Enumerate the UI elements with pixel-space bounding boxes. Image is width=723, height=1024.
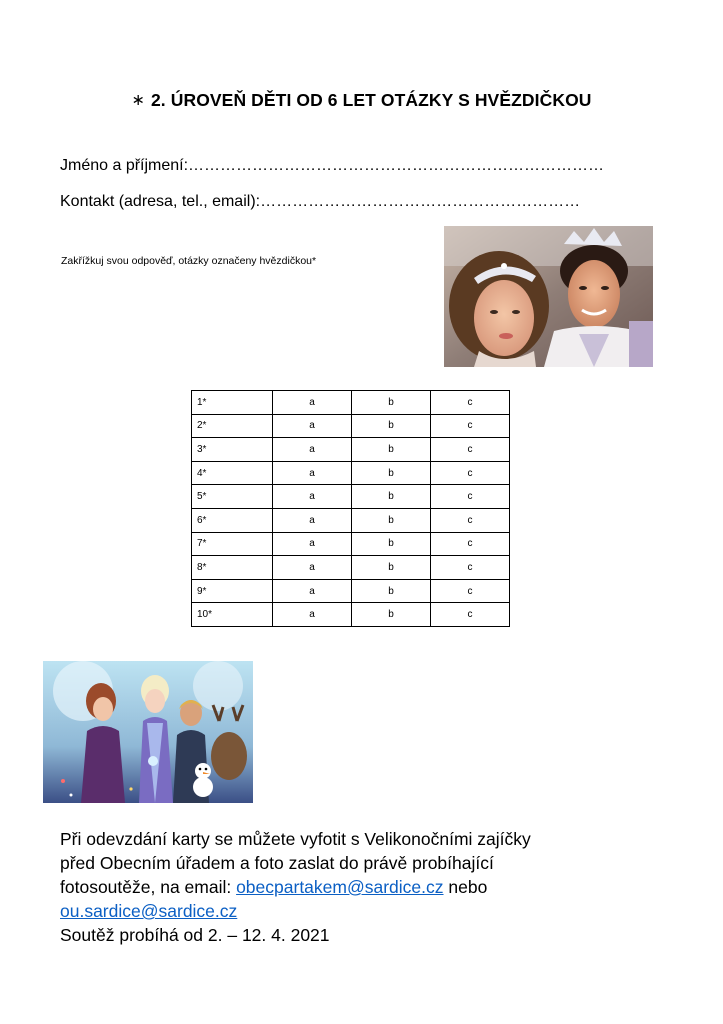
table-row: [192, 461, 510, 485]
option-b-cell[interactable]: b: [352, 391, 431, 415]
option-c-cell[interactable]: c: [431, 391, 510, 415]
contact-field[interactable]: Kontakt (adresa, tel., email):……………………………………………………: [60, 193, 581, 210]
question-number: 7*: [192, 532, 273, 556]
question-number: 2*: [192, 414, 273, 438]
question-number: 3*: [192, 438, 273, 462]
footer-line-3-prefix: fotosoutěže, na email:: [60, 877, 237, 897]
footer-line-5: Soutěž probíhá od 2. – 12. 4. 2021: [60, 925, 330, 945]
option-c-cell[interactable]: c: [431, 508, 510, 532]
question-number: 4*: [192, 461, 273, 485]
footer-line-2: před Obecním úřadem a foto zaslat do právě probíhající: [60, 853, 494, 873]
answers-table: [191, 390, 510, 627]
table-row: [192, 438, 510, 462]
option-a-cell[interactable]: a: [273, 603, 352, 627]
option-c-cell[interactable]: c: [431, 485, 510, 509]
email-link-obecpartakem[interactable]: obecpartakem@sardice.cz: [236, 877, 444, 897]
table-row: [192, 603, 510, 627]
option-a-cell[interactable]: a: [273, 391, 352, 415]
table-row: [192, 391, 510, 415]
table-row: [192, 508, 510, 532]
option-b-cell[interactable]: b: [352, 414, 431, 438]
table-row: [192, 414, 510, 438]
option-a-cell[interactable]: a: [273, 461, 352, 485]
question-number: 9*: [192, 579, 273, 603]
option-c-cell[interactable]: c: [431, 556, 510, 580]
fairy-tale-photo: [444, 226, 653, 367]
option-c-cell[interactable]: c: [431, 461, 510, 485]
table-row: [192, 532, 510, 556]
footer-line-4: [60, 899, 680, 923]
option-c-cell[interactable]: c: [431, 603, 510, 627]
table-row: [192, 485, 510, 509]
option-b-cell[interactable]: b: [352, 532, 431, 556]
option-c-cell[interactable]: c: [431, 532, 510, 556]
option-a-cell[interactable]: a: [273, 438, 352, 462]
question-number: 5*: [192, 485, 273, 509]
title-text: 2. ÚROVEŇ DĚTI OD 6 LET OTÁZKY S HVĚZDIČKOU: [150, 90, 592, 110]
option-c-cell[interactable]: c: [431, 438, 510, 462]
table-row: [192, 556, 510, 580]
option-a-cell[interactable]: a: [273, 556, 352, 580]
option-a-cell[interactable]: a: [273, 485, 352, 509]
instruction-text: Zakřížkuj svou odpověď, otázky označeny hvězdičkou*: [61, 255, 317, 267]
option-b-cell[interactable]: b: [352, 461, 431, 485]
option-b-cell[interactable]: b: [352, 556, 431, 580]
option-b-cell[interactable]: b: [352, 579, 431, 603]
footer-line-3: [60, 875, 680, 899]
option-a-cell[interactable]: a: [273, 532, 352, 556]
question-number: 10*: [192, 603, 273, 627]
footer-text: [60, 827, 680, 947]
frozen-poster: [43, 661, 253, 803]
option-a-cell[interactable]: a: [273, 508, 352, 532]
option-b-cell[interactable]: b: [352, 485, 431, 509]
question-number: 6*: [192, 508, 273, 532]
option-b-cell[interactable]: b: [352, 438, 431, 462]
option-a-cell[interactable]: a: [273, 579, 352, 603]
option-c-cell[interactable]: c: [431, 579, 510, 603]
footer-line-1: Při odevzdání karty se můžete vyfotit s Velikonočními zajíčky: [60, 829, 531, 849]
question-number: 1*: [192, 391, 273, 415]
option-b-cell[interactable]: b: [352, 603, 431, 627]
option-b-cell[interactable]: b: [352, 508, 431, 532]
asterisk-icon: ∗: [131, 92, 145, 109]
name-field[interactable]: Jméno a příjmení:……………………………………………………………………: [60, 157, 605, 174]
option-c-cell[interactable]: c: [431, 414, 510, 438]
table-row: [192, 579, 510, 603]
option-a-cell[interactable]: a: [273, 414, 352, 438]
question-number: 8*: [192, 556, 273, 580]
page-title: [0, 90, 723, 111]
footer-line-3-mid: nebo: [443, 877, 488, 897]
email-link-ou-sardice[interactable]: ou.sardice@sardice.cz: [60, 901, 238, 921]
